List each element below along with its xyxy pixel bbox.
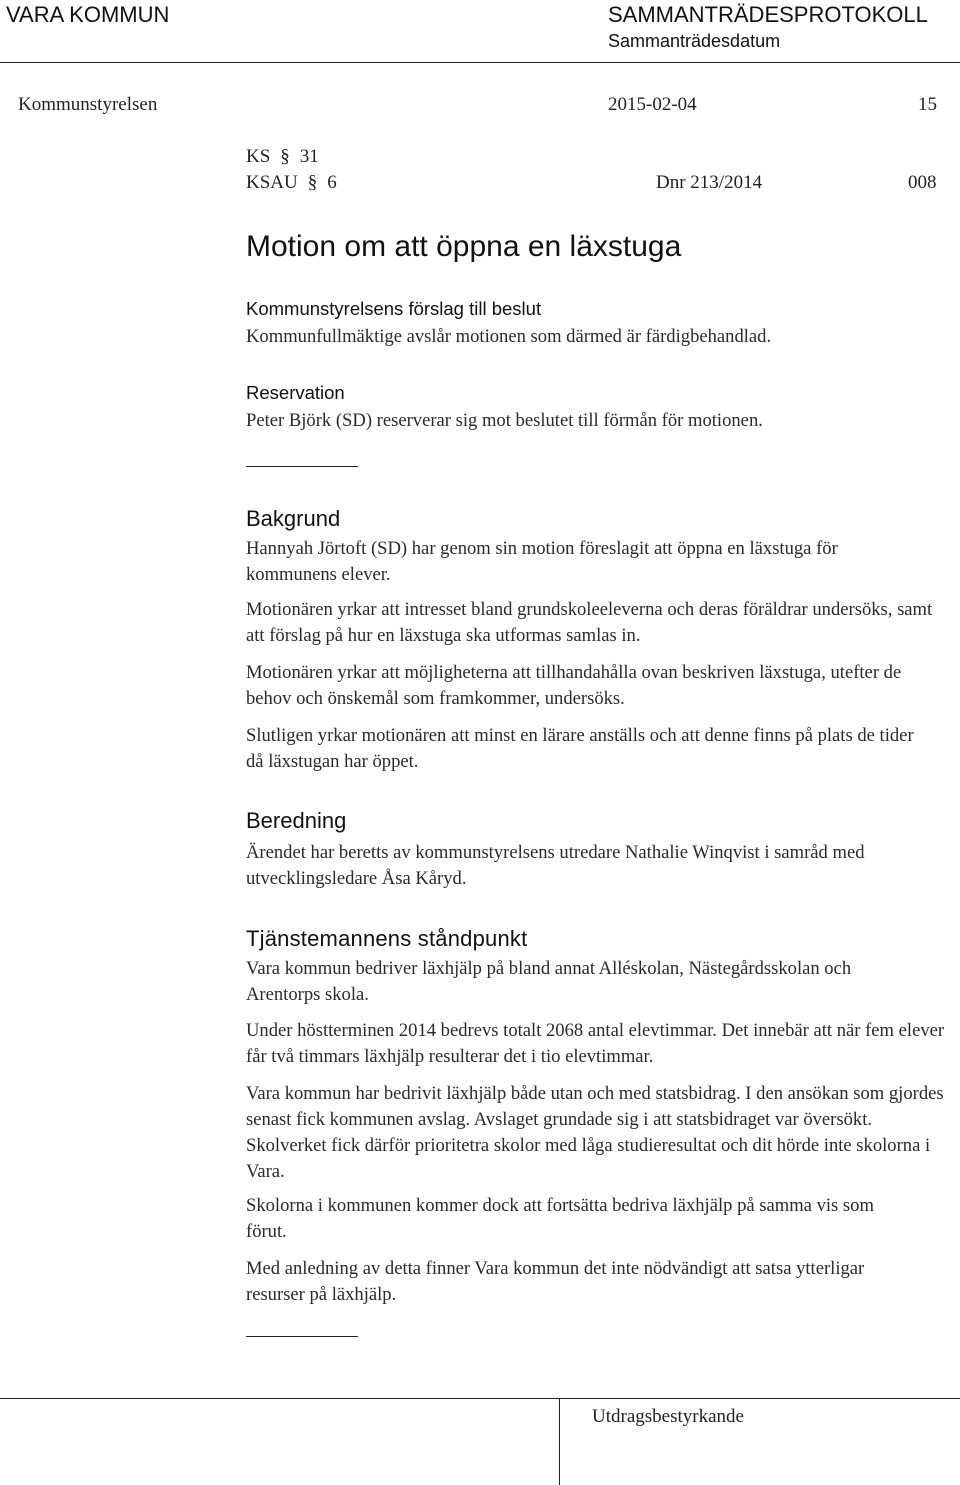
- section-divider: [246, 466, 358, 467]
- paragraph-symbol: §: [280, 146, 290, 167]
- proposal-heading: Kommunstyrelsens förslag till beslut: [246, 298, 542, 319]
- header-divider: [0, 62, 960, 63]
- footer-separator: [559, 1398, 560, 1485]
- footer-divider: [0, 1398, 960, 1399]
- officials-paragraph: Vara kommun har bedrivit läxhjälp både utan och med statsbidrag. I den ansökan som gjordes senast fick kommunen avslag. Avslaget grundade sig i att statsbidraget var översökt. Skolverket fick därför prioritetra skolor med låga studieresultat och dit hörde inte skolorna i Vara.: [246, 1083, 944, 1182]
- section-divider: [246, 1336, 358, 1337]
- meeting-date: 2015-02-04: [608, 94, 697, 115]
- meeting-date-label: Sammanträdesdatum: [608, 31, 781, 51]
- org-name: VARA KOMMUN: [6, 2, 170, 27]
- preparation-heading: Beredning: [246, 808, 347, 833]
- document-type: SAMMANTRÄDESPROTOKOLL: [608, 2, 928, 27]
- officials-paragraph: Vara kommun bedriver läxhjälp på bland annat Alléskolan, Nästegårdsskolan och Arentorps skola.: [246, 958, 852, 1005]
- ks-number: 31: [299, 146, 319, 167]
- page-number: 15: [918, 94, 937, 115]
- footer-label: Utdragsbestyrkande: [592, 1406, 744, 1427]
- proposal-text: Kommunfullmäktige avslår motionen som därmed är färdigbehandlad.: [246, 326, 772, 347]
- paragraph-symbol: §: [307, 172, 318, 193]
- officials-paragraph: Skolorna i kommunen kommer dock att fortsätta bedriva läxhjälp på samma vis som förut.: [246, 1195, 874, 1242]
- background-paragraph: Motionären yrkar att möjligheterna att tillhandahålla ovan beskriven läxstuga, utefter de behov och önskemål som framkommer, undersöks.: [246, 662, 902, 709]
- background-heading: Bakgrund: [246, 506, 341, 531]
- ksau-prefix: KSAU: [246, 172, 298, 193]
- reservation-heading: Reservation: [246, 382, 345, 403]
- preparation-text: Ärendet har beretts av kommunstyrelsens utredare Nathalie Winqvist i samråd med utvecklingsledare Åsa Kåryd.: [246, 842, 865, 889]
- ks-prefix: KS: [246, 146, 271, 167]
- reservation-text: Peter Björk (SD) reserverar sig mot beslutet till förmån för motionen.: [246, 410, 763, 431]
- dnr: Dnr 213/2014: [656, 172, 763, 193]
- archive-code: 008: [908, 172, 937, 193]
- background-paragraph: Slutligen yrkar motionären att minst en lärare anställs och att denne finns på plats de tider då läxstugan har öppet.: [246, 725, 914, 772]
- ksau-reference: [246, 172, 337, 194]
- ks-reference: [246, 146, 319, 168]
- officials-paragraph: Under höstterminen 2014 bedrevs totalt 2068 antal elevtimmar. Det innebär att när fem elever får två timmars läxhjälp resulterar det i tio elevtimmar.: [246, 1020, 945, 1067]
- ksau-number: 6: [327, 172, 337, 193]
- page-title: Motion om att öppna en läxstuga: [246, 230, 682, 263]
- background-paragraph: Hannyah Jörtoft (SD) har genom sin motion föreslagit att öppna en läxstuga för kommunens elever.: [246, 538, 838, 585]
- meeting-body: Kommunstyrelsen: [18, 94, 158, 115]
- background-paragraph: Motionären yrkar att intresset bland grundskoleeleverna och deras föräldrar undersöks, samt att förslag på hur en läxstuga ska utformas samlas in.: [246, 599, 933, 646]
- officials-heading: Tjänstemannens ståndpunkt: [246, 926, 528, 951]
- officials-paragraph: Med anledning av detta finner Vara kommun det inte nödvändigt att satsa ytterligar resurser på läxhjälp.: [246, 1258, 865, 1305]
